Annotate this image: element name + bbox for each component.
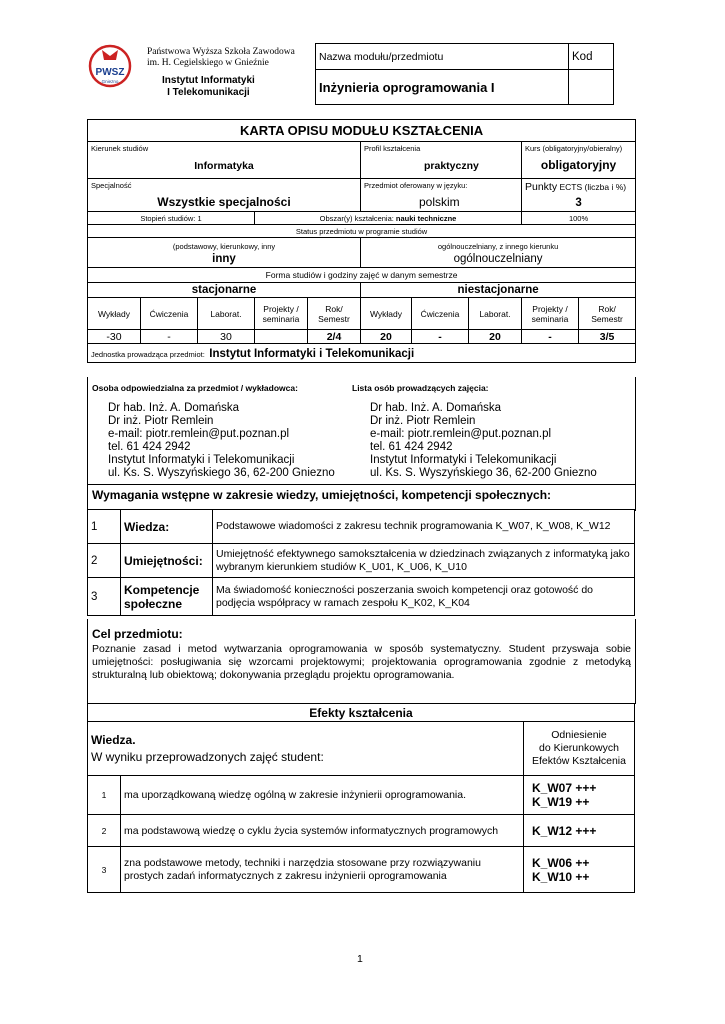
status-right-label: ogólnouczelniany, z innego kierunku: [437, 241, 559, 251]
requirements-table: [87, 509, 635, 616]
requirement-name: Kompetencje społeczne: [121, 578, 213, 616]
status-right-value: ogólnouczelniany: [453, 252, 543, 265]
code-label: Kod: [569, 44, 614, 70]
page-number: 1: [357, 953, 363, 965]
stat-projects: [255, 330, 308, 344]
card-title: KARTA OPISU MODUŁU KSZTAŁCENIA: [88, 120, 636, 142]
school-logo: [88, 44, 132, 88]
unit-cell: [88, 344, 636, 363]
col-year-ns-line1: Rok/: [598, 303, 616, 314]
col-projects: [255, 298, 308, 330]
col-lectures: Wykłady: [88, 298, 141, 330]
field-cell: [88, 142, 361, 179]
nonstat-exercises: -: [412, 330, 469, 344]
unit-label: Jednostka prowadząca przedmiot:: [91, 350, 205, 359]
stat-exercises: -: [141, 330, 198, 344]
reference-line2: do Kierunkowych: [539, 742, 619, 754]
col-exercises: Ćwiczenia: [141, 298, 198, 330]
outcomes-table: [87, 703, 635, 893]
outcome-refs: [524, 776, 635, 815]
nonstat-lab: 20: [469, 330, 522, 344]
profile-label: Profil kształcenia: [364, 144, 421, 153]
course-label: Kurs (obligatoryjny/obieralny): [525, 144, 623, 153]
language-value: polskim: [419, 195, 460, 209]
lecturers-list: [370, 402, 597, 480]
outcome-ref: K_W06 ++: [532, 855, 590, 870]
outcome-ref: K_W10 ++: [532, 869, 590, 884]
reference-line3: Efektów Kształcenia: [532, 755, 626, 767]
outcome-row: [88, 815, 635, 847]
card-table: [87, 119, 636, 363]
area-label: Obszar(y) kształcenia:: [319, 213, 394, 223]
lecturer-line: Instytut Informatyki i Telekomunikacji: [370, 454, 557, 466]
unit-value: Instytut Informatyki i Telekomunikacji: [209, 348, 415, 360]
goal-title: Cel przedmiotu:: [92, 627, 183, 641]
col-projects-line1: Projekty /: [263, 303, 299, 314]
institute-line-2: I Telekomunikacji: [167, 87, 250, 98]
responsible-line: Dr hab. Inż. A. Domańska: [108, 402, 240, 414]
outcome-row: [88, 847, 635, 893]
nonstat-lectures: 20: [361, 330, 412, 344]
col-lab: Laborat.: [198, 298, 255, 330]
reference-line1: Odniesienie: [551, 729, 607, 741]
area-value: nauki techniczne: [395, 213, 457, 223]
responsible-line: Dr inż. Piotr Remlein: [108, 415, 214, 427]
language-label: Przedmiot oferowany w języku:: [364, 181, 468, 190]
requirement-num: 3: [88, 578, 121, 616]
requirement-text: Umiejętność efektywnego samokształcenia w dziedzinach związanych z informatyką jako wybranym kierunkiem studiów K_U01, K_U06, K_U10: [213, 544, 635, 578]
outcome-refs: [524, 815, 635, 847]
col-year-line2: Semestr: [318, 313, 350, 324]
logo-subtext: Gniezno: [101, 79, 119, 84]
points-note: (liczba i %): [584, 182, 627, 192]
lecturer-line: Dr inż. Piotr Remlein: [370, 415, 476, 427]
requirement-text: Ma świadomość konieczności poszerzania swoich kompetencji oraz gotowość do podjęcia współpracy w ramach zespołu K_K02, K_K04: [213, 578, 635, 616]
points-label: Punkty: [525, 181, 558, 193]
forms-title: Forma studiów i godziny zajęć w danym semestrze: [88, 268, 636, 283]
requirements-title-box: [87, 484, 636, 511]
course-cell: [522, 142, 636, 179]
requirement-name: Umiejętności:: [121, 544, 213, 578]
outcome-text: ma uporządkowaną wiedzę ogólną w zakresie inżynierii oprogramowania.: [121, 776, 524, 815]
reference-header: [524, 722, 635, 776]
requirements-title: Wymagania wstępne w zakresie wiedzy, umiejętności, kompetencji społecznych:: [92, 488, 552, 502]
area-cell: [255, 212, 522, 225]
status-left-label: (podstawowy, kierunkowy, inny: [172, 241, 276, 251]
logo-text: PWSZ: [95, 67, 125, 78]
goal-text: Poznanie zasad i metod wytwarzania oprogramowania w sposób systematyczny. Student przyswaja sobie umiejętności: posługiwania się wzorcami projektowymi; projektowania oprogramowania zgodnie z metodyką strukturalną lub obiektową; dokonywania przeglądu projektu oprogramowania.: [92, 643, 631, 681]
institute-line-1: Instytut Informatyki: [162, 75, 255, 86]
module-name: Inżynieria oprogramowania I: [316, 70, 569, 105]
outcome-text: zna podstawowe metody, techniki i narzędzia stosowane przy rozwiązywaniu prostych zadań informatycznych z zakresu inżynierii oprogramowania: [121, 847, 524, 893]
col-lectures-ns: Wykłady: [361, 298, 412, 330]
col-exercises-ns: Ćwiczenia: [412, 298, 469, 330]
requirement-row: [88, 510, 635, 544]
school-name: [147, 47, 295, 69]
requirement-row: [88, 578, 635, 616]
col-projects-line2: seminaria: [262, 313, 300, 324]
responsible-line: e-mail: piotr.remlein@put.poznan.pl: [108, 428, 290, 440]
stat-lectures: -30: [88, 330, 141, 344]
stat-lab: 30: [198, 330, 255, 344]
col-year-ns: [579, 298, 636, 330]
requirement-text: Podstawowe wiadomości z zakresu technik programowania K_W07, K_W08, K_W12: [213, 510, 635, 544]
code-value: [569, 70, 614, 105]
requirement-name: Wiedza:: [121, 510, 213, 544]
col-lab-ns: Laborat.: [469, 298, 522, 330]
knowledge-title: Wiedza.: [91, 733, 136, 747]
requirement-num: 2: [88, 544, 121, 578]
responsible-line: tel. 61 424 2942: [108, 441, 191, 453]
stat-year: 2/4: [308, 330, 361, 344]
responsible-line: Instytut Informatyki i Telekomunikacji: [108, 454, 295, 466]
col-year-ns-line2: Semestr: [591, 313, 623, 324]
specialty-value: Wszystkie specjalności: [157, 195, 291, 209]
outcome-num: 3: [88, 847, 121, 893]
course-value: obligatoryjny: [540, 158, 617, 172]
specialty-label: Specjalność: [91, 181, 132, 190]
module-name-label: Nazwa modułu/przedmiotu: [316, 44, 569, 70]
requirement-row: [88, 544, 635, 578]
points-sub: ECTS: [559, 182, 583, 192]
outcome-row: [88, 776, 635, 815]
knowledge-header: [88, 722, 524, 776]
outcome-ref: K_W12 +++: [532, 823, 597, 838]
status-title: Status przedmiotu w programie studiów: [88, 225, 636, 238]
profile-cell: [361, 142, 522, 179]
institute-name: [162, 75, 255, 99]
status-left-cell: [88, 238, 361, 268]
col-projects-ns-line2: seminaria: [531, 313, 569, 324]
lecturer-line: e-mail: piotr.remlein@put.poznan.pl: [370, 428, 552, 440]
language-cell: [361, 179, 522, 212]
col-year-line1: Rok/: [325, 303, 343, 314]
knowledge-sub: W wyniku przeprowadzonych zajęć student:: [91, 750, 324, 764]
nonstationary-header: niestacjonarne: [361, 283, 636, 298]
responsible-label: Osoba odpowiedzialna za przedmiot / wykładowca:: [92, 383, 298, 393]
specialty-cell: [88, 179, 361, 212]
lecturers-label: Lista osób prowadzących zajęcia:: [352, 383, 489, 393]
nonstat-year: 3/5: [579, 330, 636, 344]
stationary-header: stacjonarne: [88, 283, 361, 298]
lecturer-line: ul. Ks. S. Wyszyńskiego 36, 62-200 Gniezno: [370, 467, 597, 479]
field-label: Kierunek studiów: [91, 144, 149, 153]
col-year: [308, 298, 361, 330]
persons-section: [87, 377, 636, 487]
lecturer-line: Dr hab. Inż. A. Domańska: [370, 402, 502, 414]
lecturer-line: tel. 61 424 2942: [370, 441, 453, 453]
col-projects-ns-line1: Projekty /: [532, 303, 568, 314]
outcome-num: 1: [88, 776, 121, 815]
status-right-cell: [361, 238, 636, 268]
nonstat-projects: -: [522, 330, 579, 344]
outcome-text: ma podstawową wiedzę o cyklu życia systemów informatycznych programowych: [121, 815, 524, 847]
level-text: Stopień studiów: 1: [88, 212, 255, 225]
status-left-value: inny: [212, 252, 236, 265]
points-percent: 100%: [522, 212, 636, 225]
responsible-list: [108, 402, 335, 480]
requirement-num: 1: [88, 510, 121, 544]
outcome-ref: K_W07 +++: [532, 781, 597, 795]
goal-section: [87, 619, 636, 704]
profile-value: praktyczny: [424, 160, 479, 172]
field-value: Informatyka: [194, 160, 254, 172]
outcome-refs: [524, 847, 635, 893]
outcome-num: 2: [88, 815, 121, 847]
responsible-line: ul. Ks. S. Wyszyńskiego 36, 62-200 Gniezno: [108, 467, 335, 479]
module-header-table: [315, 43, 614, 105]
school-line-2: im. H. Cegielskiego w Gnieźnie: [147, 58, 269, 68]
col-projects-ns: [522, 298, 579, 330]
school-line-1: Państwowa Wyższa Szkoła Zawodowa: [147, 47, 295, 57]
points-value: 3: [575, 197, 582, 209]
points-cell: [522, 179, 636, 212]
outcome-ref: K_W19 ++: [532, 795, 590, 809]
outcomes-title: Efekty kształcenia: [88, 704, 635, 722]
